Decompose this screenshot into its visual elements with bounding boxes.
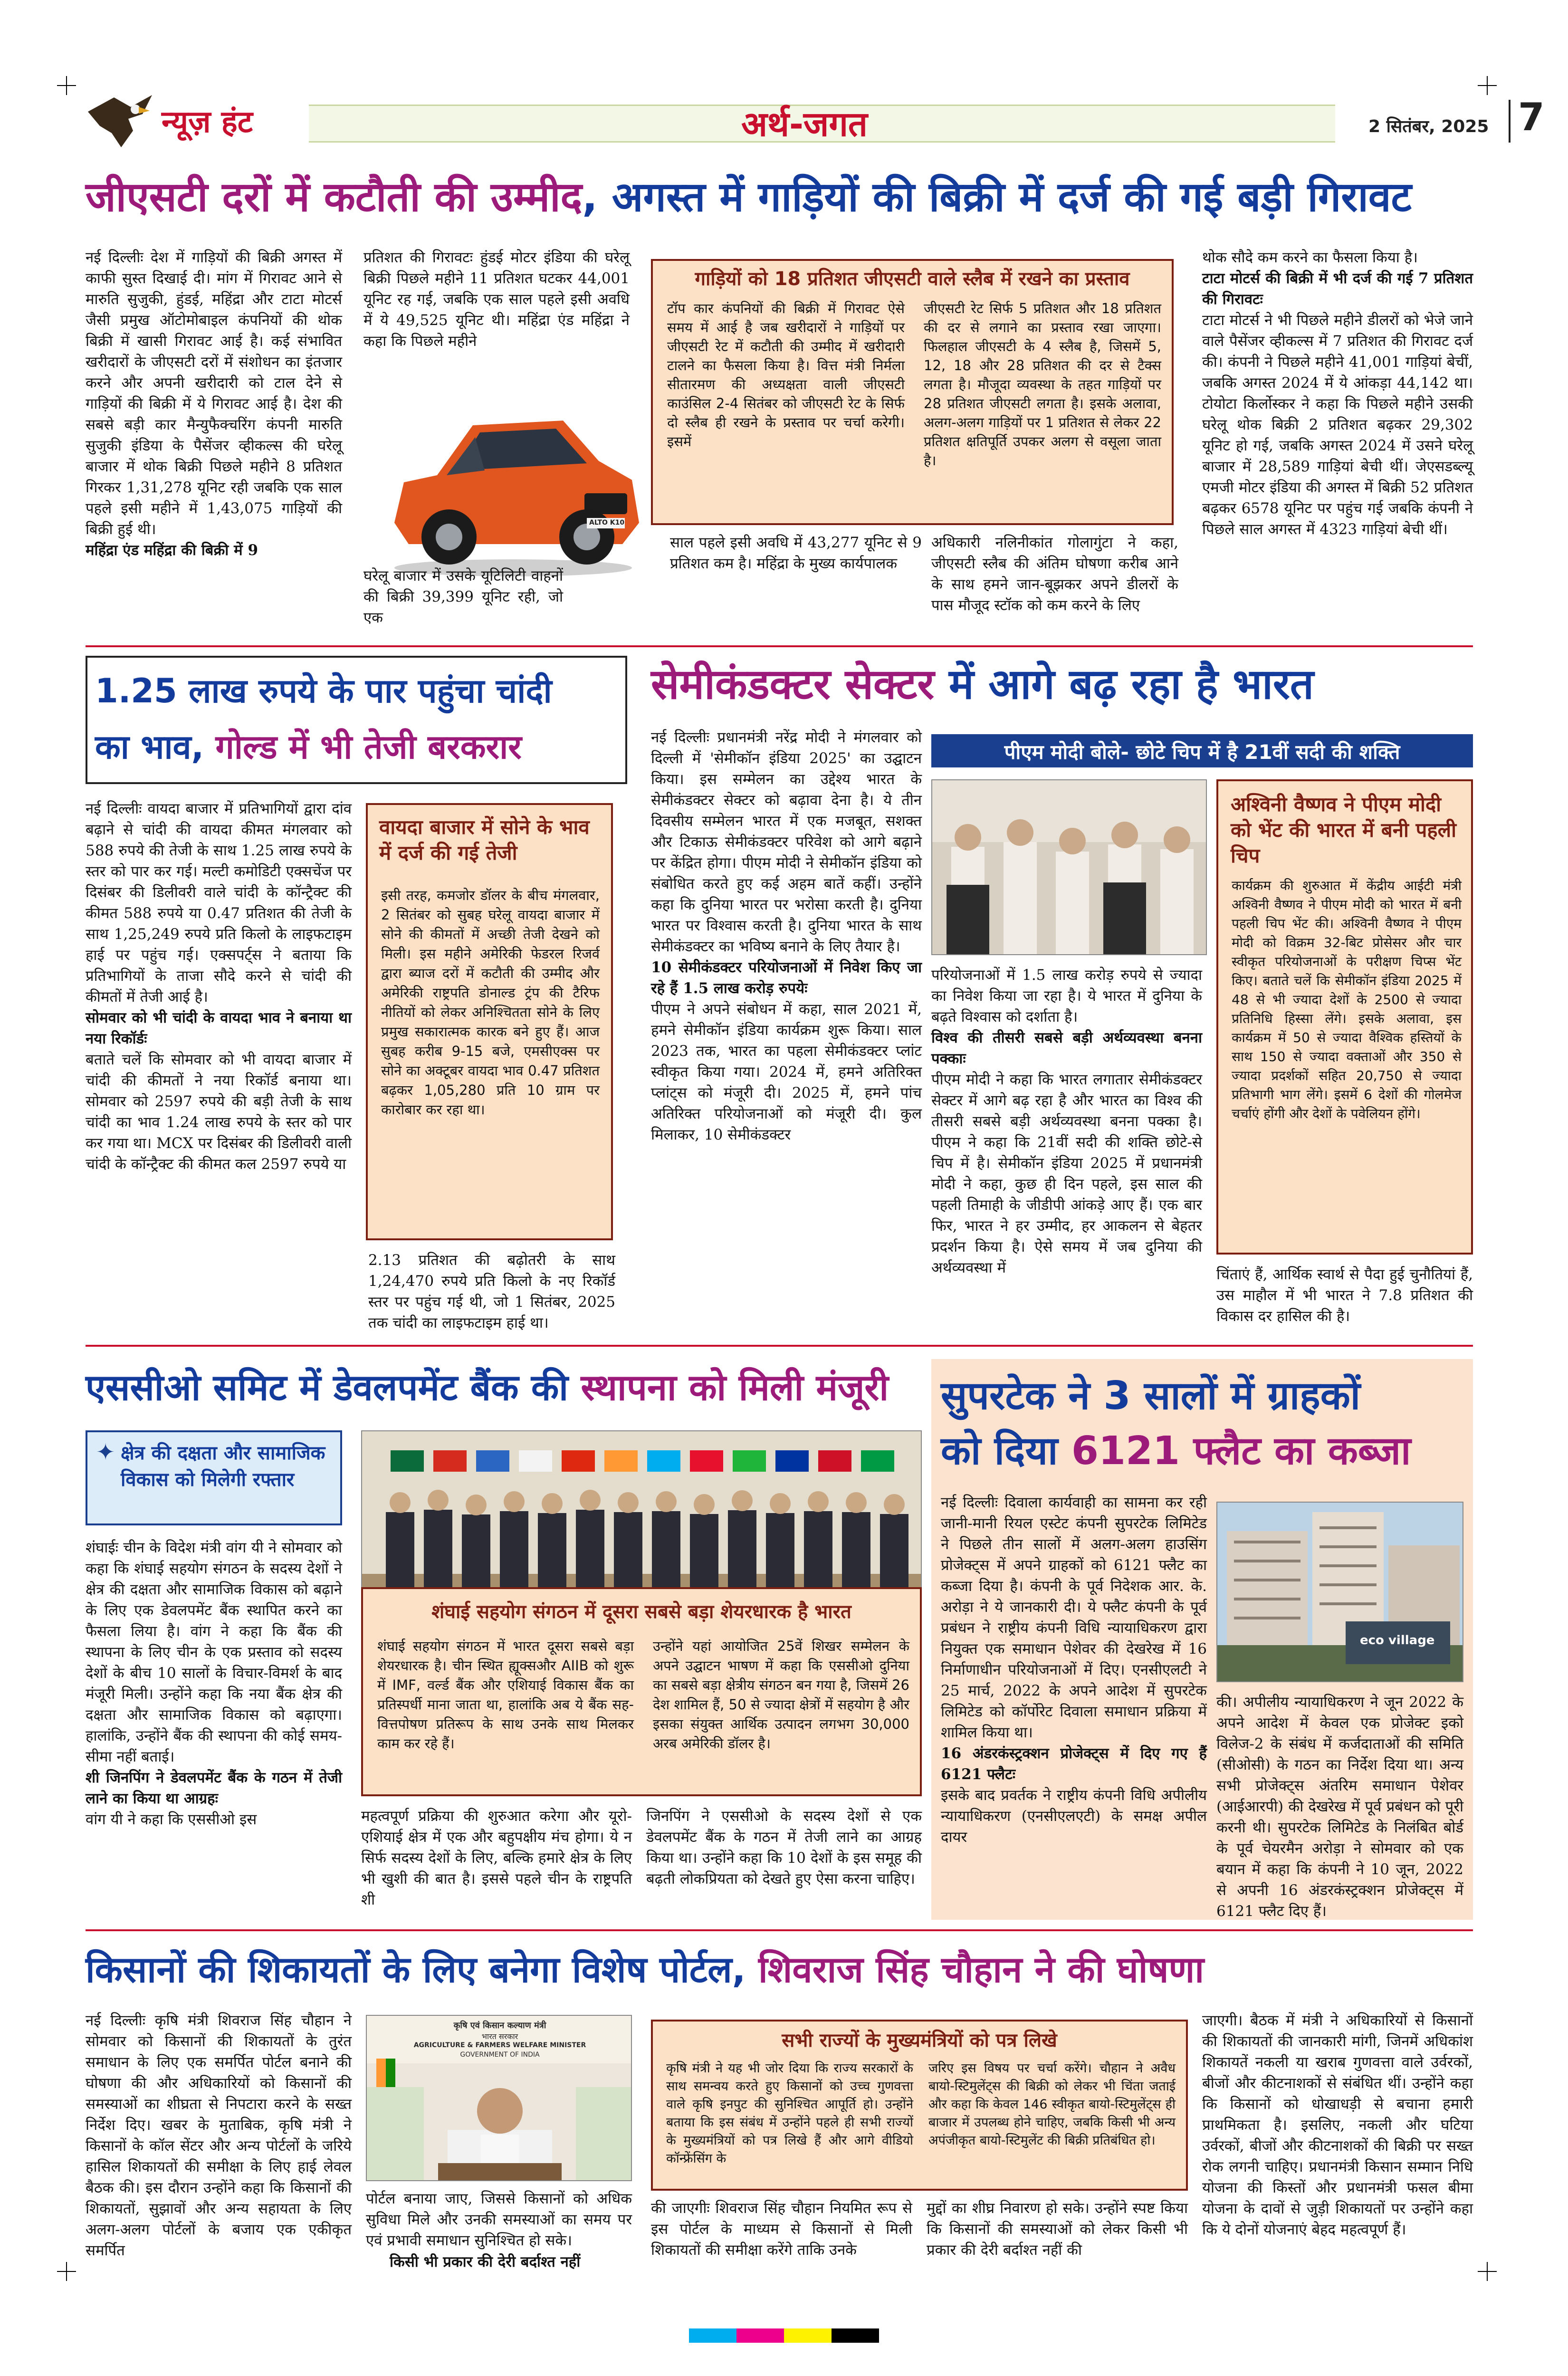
crop-mark [57,76,76,95]
gst-proposal-box-right: जीएसटी रेट सिर्फ 5 प्रतिशत और 18 प्रतिशत की दर से लगाने का प्रस्ताव रखा जाएगा। फिलहाल जीएसटी के 4 स्लैब है, जिसमें 5, 12, 18 और 28 प्रतिशत की दर से टैक्स लगता है। मौजूदा व्यवस्था के तहत गाड़ियों पर 28 प्रतिशत जीएसटी लगता है। इसके अलावा, अलग-अलग गाड़ियों पर 1 प्रतिशत से लेकर 22 प्रतिशत क्षतिपूर्ति उपकर अलग से वसूला जाता है। [924,300,1161,469]
gold-futures-box-title: वायदा बाजार में सोने के भाव में दर्ज की गई तेजी [379,815,590,864]
silver-headline-line-2 [95,719,618,775]
masthead-logo-text: न्यूज़ हंट [162,105,253,140]
kisan-headline-part-a: किसानों की शिकायतों के लिए बनेगा विशेष पोर्टल, [86,1948,758,1991]
sparkle-icon: ✦ [96,1439,115,1466]
sco-shareholder-box [361,1587,922,1796]
masthead [86,90,1545,152]
kisan-column-5 [1202,2010,1473,2271]
gst-column-4 [931,532,1178,637]
semi-headline-part-b: में आगे बढ़ रहा है भारत [934,660,1314,709]
kisan-column-2 [366,2188,632,2250]
section-title: अर्थ-जगत [741,104,868,144]
semi-col2-subhead: विश्व की तीसरी सबसे बड़ी अर्थव्यवस्था बनना पक्काः [931,1029,1202,1067]
supertech-col2-text: की। अपीलीय न्यायाधिकरण ने जून 2022 के अपने आदेश में केवल एक प्रोजेक्ट इको विलेज-2 के संबंध में कर्जदाताओं की समिति (सीओसी) के गठन का निर्देश दिया था। अन्य सभी प्रोजेक्ट्स अंतरिम समाधान पेशेवर (आईआरपी) की देखरेख में पूर्व प्रबंधन को पूरी करनी थी। सुपरटेक लिमिटेड के निलंबित बोर्ड के पूर्व चेयरमैन अरोड़ा ने सोमवार को एक बयान में कहा कि कंपनी ने 10 जून, 2022 से अपनी 16 अंडरकंस्ट्रक्शन प्रोजेक्ट्स में 6121 फ्लैट दिए हैं। [1216,1694,1463,1920]
gst-headline [86,171,1473,223]
kisan-headline [86,1944,1473,1996]
chip-gift-box-title: अश्विनी वैष्णव ने पीएम मोदी को भेंट की भारत में बनी पहली चिप [1231,793,1457,867]
page-number-divider [1509,100,1511,143]
silver-headline-part-a: का भाव, [95,728,216,766]
supertech-building-photo [1216,1502,1463,1682]
supertech-col1-subhead: 16 अंडरकंस्ट्रक्शन प्रोजेक्ट्स में दिए गए हैं 6121 फ्लैटः [941,1745,1207,1783]
gst-headline-part-b: , अगस्त में गाड़ियों की बिक्री में दर्ज की गई बड़ी गिरावट [582,173,1412,221]
sco-col1-text: शंघाईः चीन के विदेश मंत्री वांग यी ने सोमवार को कहा कि शंघाई सहयोग संगठन के सदस्य देशों ने क्षेत्र की दक्षता और सामाजिक विकास को बढ़ाने के लिए एक डेवलपमेंट बैंक स्थापित करने का फैसला लिया है। वांग ने कहा कि बैंक की स्थापना के लिए चीन के एक प्रस्ताव को सदस्य देशों के बीच 10 सालों के विचार-विमर्श के बाद मंजूरी मिली। उन्होंने कहा कि नया बैंक क्षेत्र की दक्षता और सामाजिक विकास को बढ़ाएगा। हालांकि, उन्होंने बैंक की स्थापना की कोई समय-सीमा नहीं बताई। [86,1539,342,1765]
gst-col5-subhead: टाटा मोटर्स की बिक्री में भी दर्ज की गई 7 प्रतिशत की गिरावटः [1202,270,1473,308]
sco-shareholder-box-right: उन्होंने यहां आयोजित 25वें शिखर सम्मेलन के अपने उद्घाटन भाषण में कहा कि एससीओ दुनिया का सबसे बड़ा क्षेत्रीय संगठन बन गया है, जिसमें 26 देश शामिल हैं, 50 से ज्यादा क्षेत्रों में सहयोग है और इसका संयुक्त आर्थिक उत्पादन लगभग 30,000 अरब अमेरिकी डॉलर है। [653,1638,909,1752]
gst-col5-text: टाटा मोटर्स ने भी पिछले महीने डीलरों को भेजे जाने वाले पैसेंजर व्हीकल्स में 7 प्रतिशत की गिरावट दर्ज की। कंपनी ने पिछले महीने 41,001 गाड़ियां बेचीं, जबकि अगस्त 2024 में ये आंकड़ा 44,142 था। टोयोटा किर्लोस्कर ने कहा कि पिछले महीने उसकी घरेलू थोक बिक्री 2 प्रतिशत बढ़कर 29,302 यूनिट हो गई, जबकि अगस्त 2024 में उसने घरेलू बाजार में 28,589 गाड़ियां बेची थीं। जेएसडब्ल्यू एमजी मोटर इंडिया की अगस्त में बिक्री 52 प्रतिशत बढ़कर 6578 यूनिट पर पहुंच गई जबकि कंपनी ने पिछले साल अगस्त में 4323 गाड़ियां बेची थीं। [1202,312,1473,538]
section-divider [86,645,1473,647]
cm-letters-box [651,2020,1188,2191]
supertech-headline [941,1369,1463,1479]
gst-col3-text: साल पहले इसी अवधि में 43,277 यूनिट से 9 प्रतिशत कम है। महिंद्रा के मुख्य कार्यपालक [670,534,922,572]
silver-col1-text: नई दिल्लीः वायदा बाजार में प्रतिभागियों द्वारा दांव बढ़ाने से चांदी की वायदा कीमत मंगलवार को 588 रुपये की तेजी के साथ 1.25 लाख रुपये के स्तर को पार कर गई। मल्टी कमोडिटी एक्सचेंज पर दिसंबर की डिलीवरी वाले चांदी के कॉन्ट्रैक्ट की कीमत 588 रुपये या 0.47 प्रतिशत की तेजी के साथ 1,25,249 रुपये प्रति किलो के लाइफटाइम हाई पर पहुंच गई। एक्सपर्ट्स ने बताया कि प्रतिभागियों के ताजा सौदे करने से चांदी की कीमतों में तेजी आई है। [86,800,352,1006]
gst-col4-text: अधिकारी नलिनीकांत गोलागुंटा ने कहा, जीएसटी स्लैब की अंतिम घोषणा करीब आने के साथ हमने जान-बूझकर अपने डीलरों के पास मौजूद स्टॉक को कम करने के लिए [931,534,1178,614]
sco-col1-text-b: वांग यी ने कहा कि एससीओ इस [86,1811,257,1828]
sco-side-box [86,1430,342,1525]
sco-column-3-bottom [646,1806,922,1906]
silver-col2-text: 2.13 प्रतिशत की बढ़ोतरी के साथ 1,24,470 रुपये प्रति किलो के नए रिकॉर्ड स्तर पर पहुंच गई थी, जो 1 सितंबर, 2025 तक चांदी का लाइफटाइम हाई था। [368,1252,615,1332]
silver-column-2-bottom [368,1250,615,1335]
car-number-plate: ALTO K10 [589,519,625,527]
sco-col1-subhead: शी जिनपिंग ने डेवलपमेंट बैंक के गठन में तेजी लाने का किया था आग्रहः [86,1769,342,1807]
semi-col1-subhead: 10 सेमीकंडक्टर परियोजनाओं में निवेश किए जा रहे हैं 1.5 लाख करोड़ रुपयेः [651,959,922,997]
gold-futures-box [366,803,613,1240]
sco-headline-part-a: एससीओ समिट में डेवलपमेंट बैंक की [86,1366,581,1408]
crop-mark [1478,76,1497,95]
minister-video-photo [366,2015,632,2181]
kisan-headline-part-b: शिवराज सिंह चौहान ने की घोषणा [758,1948,1205,1991]
sco-headline [86,1364,922,1411]
cm-letters-box-left: कृषि मंत्री ने यह भी जोर दिया कि राज्य सरकारों के साथ समन्वय करते हुए किसानों को उच्च गुणवत्ता वाले कृषि इनपुट की सुनिश्चित आपूर्ति हो। उन्होंने बताया कि इस संबंध में उन्होंने पहले ही सभी राज्यों के मुख्यमंत्रियों को पत्र लिखे हैं और आगे वीडियो कॉन्फ्रेंसिंग के [666,2061,913,2166]
sco-headline-part-b: स्थापना को मिली मंजूरी [581,1366,889,1408]
minister-banner-english-2: GOVERNMENT OF INDIA [460,2051,540,2059]
kisan-col2-quote: किसी भी प्रकार की देरी बर्दाश्त नहीं [390,2253,581,2271]
section-divider [86,1929,1473,1931]
issue-date: 2 सितंबर, 2025 [1368,117,1489,136]
minister-banner-sub: भारत सरकार [481,2032,518,2041]
semi-column-2 [931,965,1202,1335]
gst-column-5 [1202,247,1473,637]
supertech-headline-part-a: को दिया [941,1428,1071,1474]
kisan-col2-text: पोर्टल बनाया जाए, जिससे किसानों को अधिक सुविधा मिले और उनकी समस्याओं का समय पर एवं प्रभावी समाधान सुनिश्चित हो सके। [366,2190,632,2249]
semi-col2-text: परियोजनाओं में 1.5 लाख करोड़ रुपये से ज्यादा का निवेश किया जा रहा है। ये भारत में दुनिया के बढ़ते विश्वास को दर्शाता है। [931,967,1202,1025]
gst-col2-bottom-text: घरेलू बाजार में उसके यूटिलिटी वाहनों की बिक्री 39,399 यूनिट रही, जो एक [363,567,563,626]
kisan-column-4 [927,2198,1188,2269]
eagle-logo-icon [86,93,157,150]
semi-headline-part-a: सेमीकंडक्टर सेक्टर [651,660,935,709]
gst-headline-part-a: जीएसटी दरों में कटौती की उम्मीद [86,173,583,221]
sco-shareholder-box-title: शंघाई सहयोग संगठन में दूसरा सबसे बड़ा शेयरधारक है भारत [431,1601,851,1623]
kisan-column-1 [86,2010,352,2271]
kisan-col4-text: मुद्दों का शीघ्र निवारण हो सके। उन्होंने स्पष्ट किया कि किसानों की समस्याओं को लेकर किसी भी प्रकार की देरी बर्दाश्त नहीं की [927,2200,1188,2259]
semi-column-3-bottom [1216,1264,1473,1335]
minister-banner-english: AGRICULTURE & FARMERS WELFARE MINISTER [413,2041,586,2049]
semi-col1-text: नई दिल्लीः प्रधानमंत्री नरेंद्र मोदी ने मंगलवार को दिल्ली में 'सेमीकॉन इंडिया 2025' का उद्घाटन किया। इस सम्मेलन का उद्देश्य भारत के सेमीकंडक्टर सेक्टर को बढ़ावा देना है। ये तीन दिवसीय सम्मेलन भारत में एक मजबूत, सशक्त और टिकाऊ सेमीकंडक्टर परिवेश को आगे बढ़ाने पर केंद्रित होगा। पीएम मोदी ने सेमीकॉन इंडिया को संबोधित करते हुए कई अहम बातें कहीं। उन्होंने कहा कि दुनिया भारत पर भरोसा करती है। दुनिया भारत पर विश्वास करती है। दुनिया भारत के साथ सेमीकंडक्टर का भविष्य बनाने के लिए तैयार है। [651,729,922,955]
kisan-col5-text: जाएगी। बैठक में मंत्री ने अधिकारियों से किसानों की शिकायतों की जानकारी मांगी, जिनमें अधिकांश शिकायतें नकली या खराब गुणवत्ता वाले उर्वरकों, बीजों और कीटनाशकों से संबंधित थीं। उन्होंने कहा कि किसानों को धोखाधड़ी से बचाना हमारी प्राथमिकता है। इसलिए, नकली और घटिया उर्वरकों, बीजों और कीटनाशकों की बिक्री पर सख्त रोक लगनी चाहिए। प्रधानमंत्री किसान सम्मान निधि योजना की किस्तों और प्रधानमंत्री फसल बीमा योजना के दावों से जुड़ी शिकायतों पर उन्होंने कहा कि ये दोनों योजनाएं बेहद महत्वपूर्ण हैं। [1202,2012,1473,2238]
silver-col1-subhead: सोमवार को भी चांदी के वायदा भाव ने बनाया था नया रिकॉर्डः [86,1009,352,1047]
gst-column-1 [86,247,342,637]
gst-col1-subhead: महिंद्रा एंड महिंद्रा की बिक्री में 9 [86,542,258,559]
kisan-column-3 [651,2198,912,2269]
cm-letters-box-right: जरिए इस विषय पर चर्चा करेंगे। चौहान ने अवैध बायो-स्टिमुलेंट्स की बिक्री को लेकर भी चिंता जताई और कहा कि केवल 146 स्वीकृत बायो-स्टिमुलेंट्स ही बाजार में उपलब्ध होने चाहिए, जबकि किसी भी अन्य अपंजीकृत बायो-स्टिमुलेंट की बिक्री प्रतिबंधित हो। [928,2061,1176,2148]
kisan-col3-text: की जाएगीः शिवराज सिंह चौहान नियमित रूप से इस पोर्टल के माध्यम से किसानों से मिली शिकायतों की समीक्षा करेंगे ताकि उनके [651,2200,912,2259]
supertech-headline-part-b: 6121 फ्लैट का कब्जा [1071,1428,1411,1474]
crop-mark [1478,2262,1497,2281]
silver-headline-line-1: 1.25 लाख रुपये के पार पहुंचा चांदी [95,671,552,710]
semi-column-1 [651,727,922,1335]
cm-letters-box-title: सभी राज्यों के मुख्यमंत्रियों को पत्र लिखे [782,2030,1057,2051]
kisan-col1-text: नई दिल्लीः कृषि मंत्री शिवराज सिंह चौहान ने सोमवार को किसानों की शिकायतों के तुरंत समाधान के लिए एक समर्पित पोर्टल बनाने की घोषणा की और अधिकारियों को किसानों की समस्याओं का शीघ्रता से निपटारा करने के सख्त निर्देश दिए। खबर के मुताबिक, कृषि मंत्री ने किसानों के कॉल सेंटर और अन्य पोर्टलों के जरिये हासिल शिकायतों की समीक्षा के लिए हाई लेवल बैठक की। इस दौरान उन्होंने कहा कि किसानों की शिकायतों, सुझावों और अन्य सहायता के लिए अलग-अलग पोर्टलों के बजाय एक एकीकृत समर्पित [86,2012,352,2259]
chip-gift-box-text: कार्यक्रम की शुरुआत में केंद्रीय आईटी मंत्री अश्विनी वैष्णव ने पीएम मोदी को भारत में बनी पहली चिप भेंट की। अश्विनी वैष्णव ने पीएम मोदी को विक्रम 32-बिट प्रोसेसर और चार स्वीकृत परियोजनाओं के परीक्षण चिप्स भेंट किए। बताते चलें कि सेमीकॉन इंडिया 2025 में 48 से भी ज्यादा देशों के 2500 से ज्यादा प्रतिनिधि हिस्सा लेंगे। इसके अलावा, इस कार्यक्रम में 50 से ज्यादा वैश्विक हस्तियों के साथ 150 से ज्यादा वक्ताओं और 350 से ज्यादा प्रदर्शकों सहित 20,750 से ज्यादा प्रतिभागी भाग लेंगे। इसमें 6 देशों की गोलमेज चर्चाएं होंगी और देशों के पवेलियन होंगे। [1232,878,1462,1121]
gold-futures-box-text: इसी तरह, कमजोर डॉलर के बीच मंगलवार, 2 सितंबर को सुबह घरेलू वायदा बाजार में सोने की कीमतों में अच्छी तेजी देखने को मिली। इस महीने अमेरिकी फेडरल रिजर्व द्वारा ब्याज दरों में कटौती की उम्मीद और अमेरिकी राष्ट्रपति डोनाल्ड ट्रंप की टैरिफ नीतियों को लेकर अनिश्चितता सोने के लिए प्रमुख सकारात्मक कारक बने हुए हैं। आज सुबह करीब 9-15 बजे, एमसीएक्स पर सोने का अक्टूबर वायदा भाव 0.47 प्रतिशत बढ़कर 1,05,280 प्रति 10 ग्राम पर कारोबार कर रहा था। [381,887,600,1118]
supertech-column-1 [941,1492,1207,1910]
semi-event-photo [931,779,1207,955]
gst-column-3 [670,532,922,637]
minister-banner-hindi: कृषि एवं किसान कल्याण मंत्री [453,2021,546,2031]
chip-gift-box [1216,779,1473,1255]
sco-shareholder-box-left: शंघाई सहयोग संगठन में भारत दूसरा सबसे बड़ा शेयरधारक है। चीन स्थित ह्यूक्सऔर AIIB को शुरू में IMF, वर्ल्ड बैंक और एशियाई विकास बैंक का प्रतिस्पर्धी माना जाता था, हालांकि अब ये बैंक सह-वित्तपोषण प्रतिरूप के साथ उनके साथ मिलकर काम कर रहे हैं। [377,1638,634,1752]
semi-col3-text: चिंताएं हैं, आर्थिक स्वार्थ से पैदा हुई चुनौतियां हैं, उस माहौल में भी भारत ने 7.8 प्रतिशत की विकास दर हासिल की है। [1216,1266,1473,1325]
gst-proposal-box-title: गाड़ियों को 18 प्रतिशत जीएसटी वाले स्लैब में रखने का प्रस्ताव [695,268,1130,290]
sco-side-box-text: क्षेत्र की दक्षता और सामाजिक विकास को मिलेगी रफ्तार [121,1442,325,1491]
supertech-col1-text: नई दिल्लीः दिवाला कार्यवाही का सामना कर रही जानी-मानी रियल एस्टेट कंपनी सुपरटेक लिमिटेड ने पिछले तीन सालों में अलग-अलग हाउसिंग प्रोजेक्ट्स में अपने ग्राहकों को 6121 फ्लैट का कब्जा दिया है। कंपनी के पूर्व निदेशक आर. के. अरोड़ा ने ये जानकारी दी। ये फ्लैट कंपनी के पूर्व प्रबंधन ने राष्ट्रीय कंपनी विधि न्यायाधिकरण द्वारा नियुक्त एक समाधान पेशेवर की देखरेख में 16 निर्माणाधीन परियोजनाओं में दिए। एनसीएलटी ने 25 मार्च, 2022 के अपने आदेश में सुपरटेक लिमिटेड को कॉर्पोरेट दिवाला समाधान प्रक्रिया में शामिल किया था। [941,1494,1207,1741]
gst-proposal-box-left: टॉप कार कंपनियों की बिक्री में गिरावट ऐसे समय में आई है जब खरीदारों ने गाड़ियों पर जीएसटी रेट में कटौती की उम्मीद में खरीदारी टालने का फैसला किया है। वित्त मंत्री निर्मला सीतारमण की अध्यक्षता वाली जीएसटी काउंसिल 2-4 सितंबर को जीएसटी रेट के सिर्फ दो स्लैब ही रखने के प्रस्ताव पर चर्चा करेगी। इसमें [667,300,905,450]
silver-col1-text-b: बताते चलें कि सोमवार को भी वायदा बाजार में चांदी की कीमतों ने नया रिकॉर्ड बनाया था। सोमवार को 2597 रुपये की बड़ी तेजी के साथ चांदी का भाव 1.24 लाख रुपये के स्तर को पार कर गया था। MCX पर दिसंबर की डिलीवरी वाली चांदी के कॉन्ट्रैक्ट की कीमत कल 2597 रुपये या [86,1051,352,1173]
silver-headline [95,663,618,775]
eco-village-sign: eco village [1360,1633,1435,1648]
gst-proposal-box [651,259,1174,525]
silver-column-1 [86,798,352,1335]
color-registration-bar [689,2328,879,2343]
crop-mark [57,2262,76,2281]
semi-col1-text-b: पीएम ने अपने संबोधन में कहा, साल 2021 में, हमने सेमीकॉन इंडिया कार्यक्रम शुरू किया। साल 2023 तक, भारत का पहला सेमीकंडक्टर प्लांट स्वीकृत किया गया। 2024 में, हमने अतिरिक्त प्लांट्स को मंजूरी दी। 2025 में, हमने पांच अतिरिक्त परियोजनाओं को मंजूरी दी। कुल मिलाकर, 10 सेमीकंडक्टर [651,1001,922,1143]
sco-column-2-bottom [361,1806,632,1906]
semi-headline [651,658,1473,710]
gst-col2-text: प्रतिशत की गिरावटः हुंडई मोटर इंडिया की घरेलू बिक्री पिछले महीने 11 प्रतिशत घटकर 44,001 यूनिट रह गई, जबकि एक साल पहले इसी अवधि में ये 49,525 यूनिट थी। महिंद्रा एंड महिंद्रा ने कहा कि पिछले महीने [363,249,630,350]
car-photo [375,380,651,580]
page-number: 7 [1518,95,1545,139]
supertech-headline-line-2 [941,1424,1463,1479]
supertech-col1-text-b: इसके बाद प्रवर्तक ने राष्ट्रीय कंपनी विधि अपीलीय न्यायाधिकरण (एनसीएलएटी) के समक्ष अपील दायर [941,1787,1207,1846]
sco-col3-text: जिनपिंग ने एससीओ के सदस्य देशों से एक डेवलपमेंट बैंक के गठन में तेजी लाने का आग्रह किया था। उन्होंने कहा कि 10 देशों के इस समूह की बढ़ती लोकप्रियता को देखते हुए ऐसा करना चाहिए। [646,1808,922,1887]
silver-headline-part-b: गोल्ड में भी तेजी बरकरार [215,728,522,766]
semi-col2-text-b: पीएम मोदी ने कहा कि भारत लगातार सेमीकंडक्टर सेक्टर में आगे बढ़ रहा है और भारत का विश्व की तीसरी सबसे बड़ी अर्थव्यवस्था बनना पक्का है। पीएम ने कहा कि 21वीं सदी की शक्ति छोटे-से चिप में है। सेमीकॉन इंडिया 2025 में प्रधानमंत्री मोदी ने कहा, कुछ ही दिन पहले, इस साल की पहली तिमाही के जीडीपी आंकड़े आए हैं। एक बार फिर, भारत ने हर उम्मीद, हर आकलन से बेहतर प्रदर्शन किया है। ऐसे समय में जब दुनिया की अर्थव्यवस्था में [931,1071,1202,1276]
gst-col5-top: थोक सौदे कम करने का फैसला किया है। [1202,249,1418,266]
section-divider [86,1345,1473,1347]
gst-column-2-bottom [363,565,563,637]
semi-banner-text: पीएम मोदी बोले- छोटे चिप में है 21वीं सदी की शक्ति [1004,740,1400,764]
supertech-headline-line-1: सुपरटेक ने 3 सालों में ग्राहकों [941,1373,1360,1418]
supertech-column-2 [1216,1692,1463,1920]
gst-col1-text: नई दिल्लीः देश में गाड़ियों की बिक्री अगस्त में काफी सुस्त दिखाई दी। मांग में गिरावट आने से मारुति सुजुकी, हुंडई, महिंद्रा और टाटा मोटर्स जैसी प्रमुख ऑटोमोबाइल कंपनियों की थोक बिक्री में खासी गिरावट आई है। कई संभावित खरीदारों के जीएसटी दरों में संशोधन का इंतजार करने और अपनी खरीदारी को टाल देने से गाड़ियों की बिक्री में ये गिरावट आई है। देश की सबसे बड़ी कार मैन्युफैक्चरिंग कंपनी मारुति सुजुकी इंडिया के पैसेंजर व्हीकल्स की घरेलू बाजार में थोक बिक्री पिछले महीने 8 प्रतिशत गिरकर 1,31,278 यूनिट रही जबकि एक साल पहले इसी महीने में 1,43,075 गाड़ियों की बिक्री हुई थी। [86,249,342,538]
sco-col2-text: महत्वपूर्ण प्रक्रिया की शुरुआत करेगा और यूरो-एशियाई क्षेत्र में एक और बहुपक्षीय मंच होगा। ये न सिर्फ सदस्य देशों के लिए, बल्कि हमारे क्षेत्र के लिए भी खुशी की बात है। इससे पहले चीन के राष्ट्रपति शी [361,1808,632,1908]
